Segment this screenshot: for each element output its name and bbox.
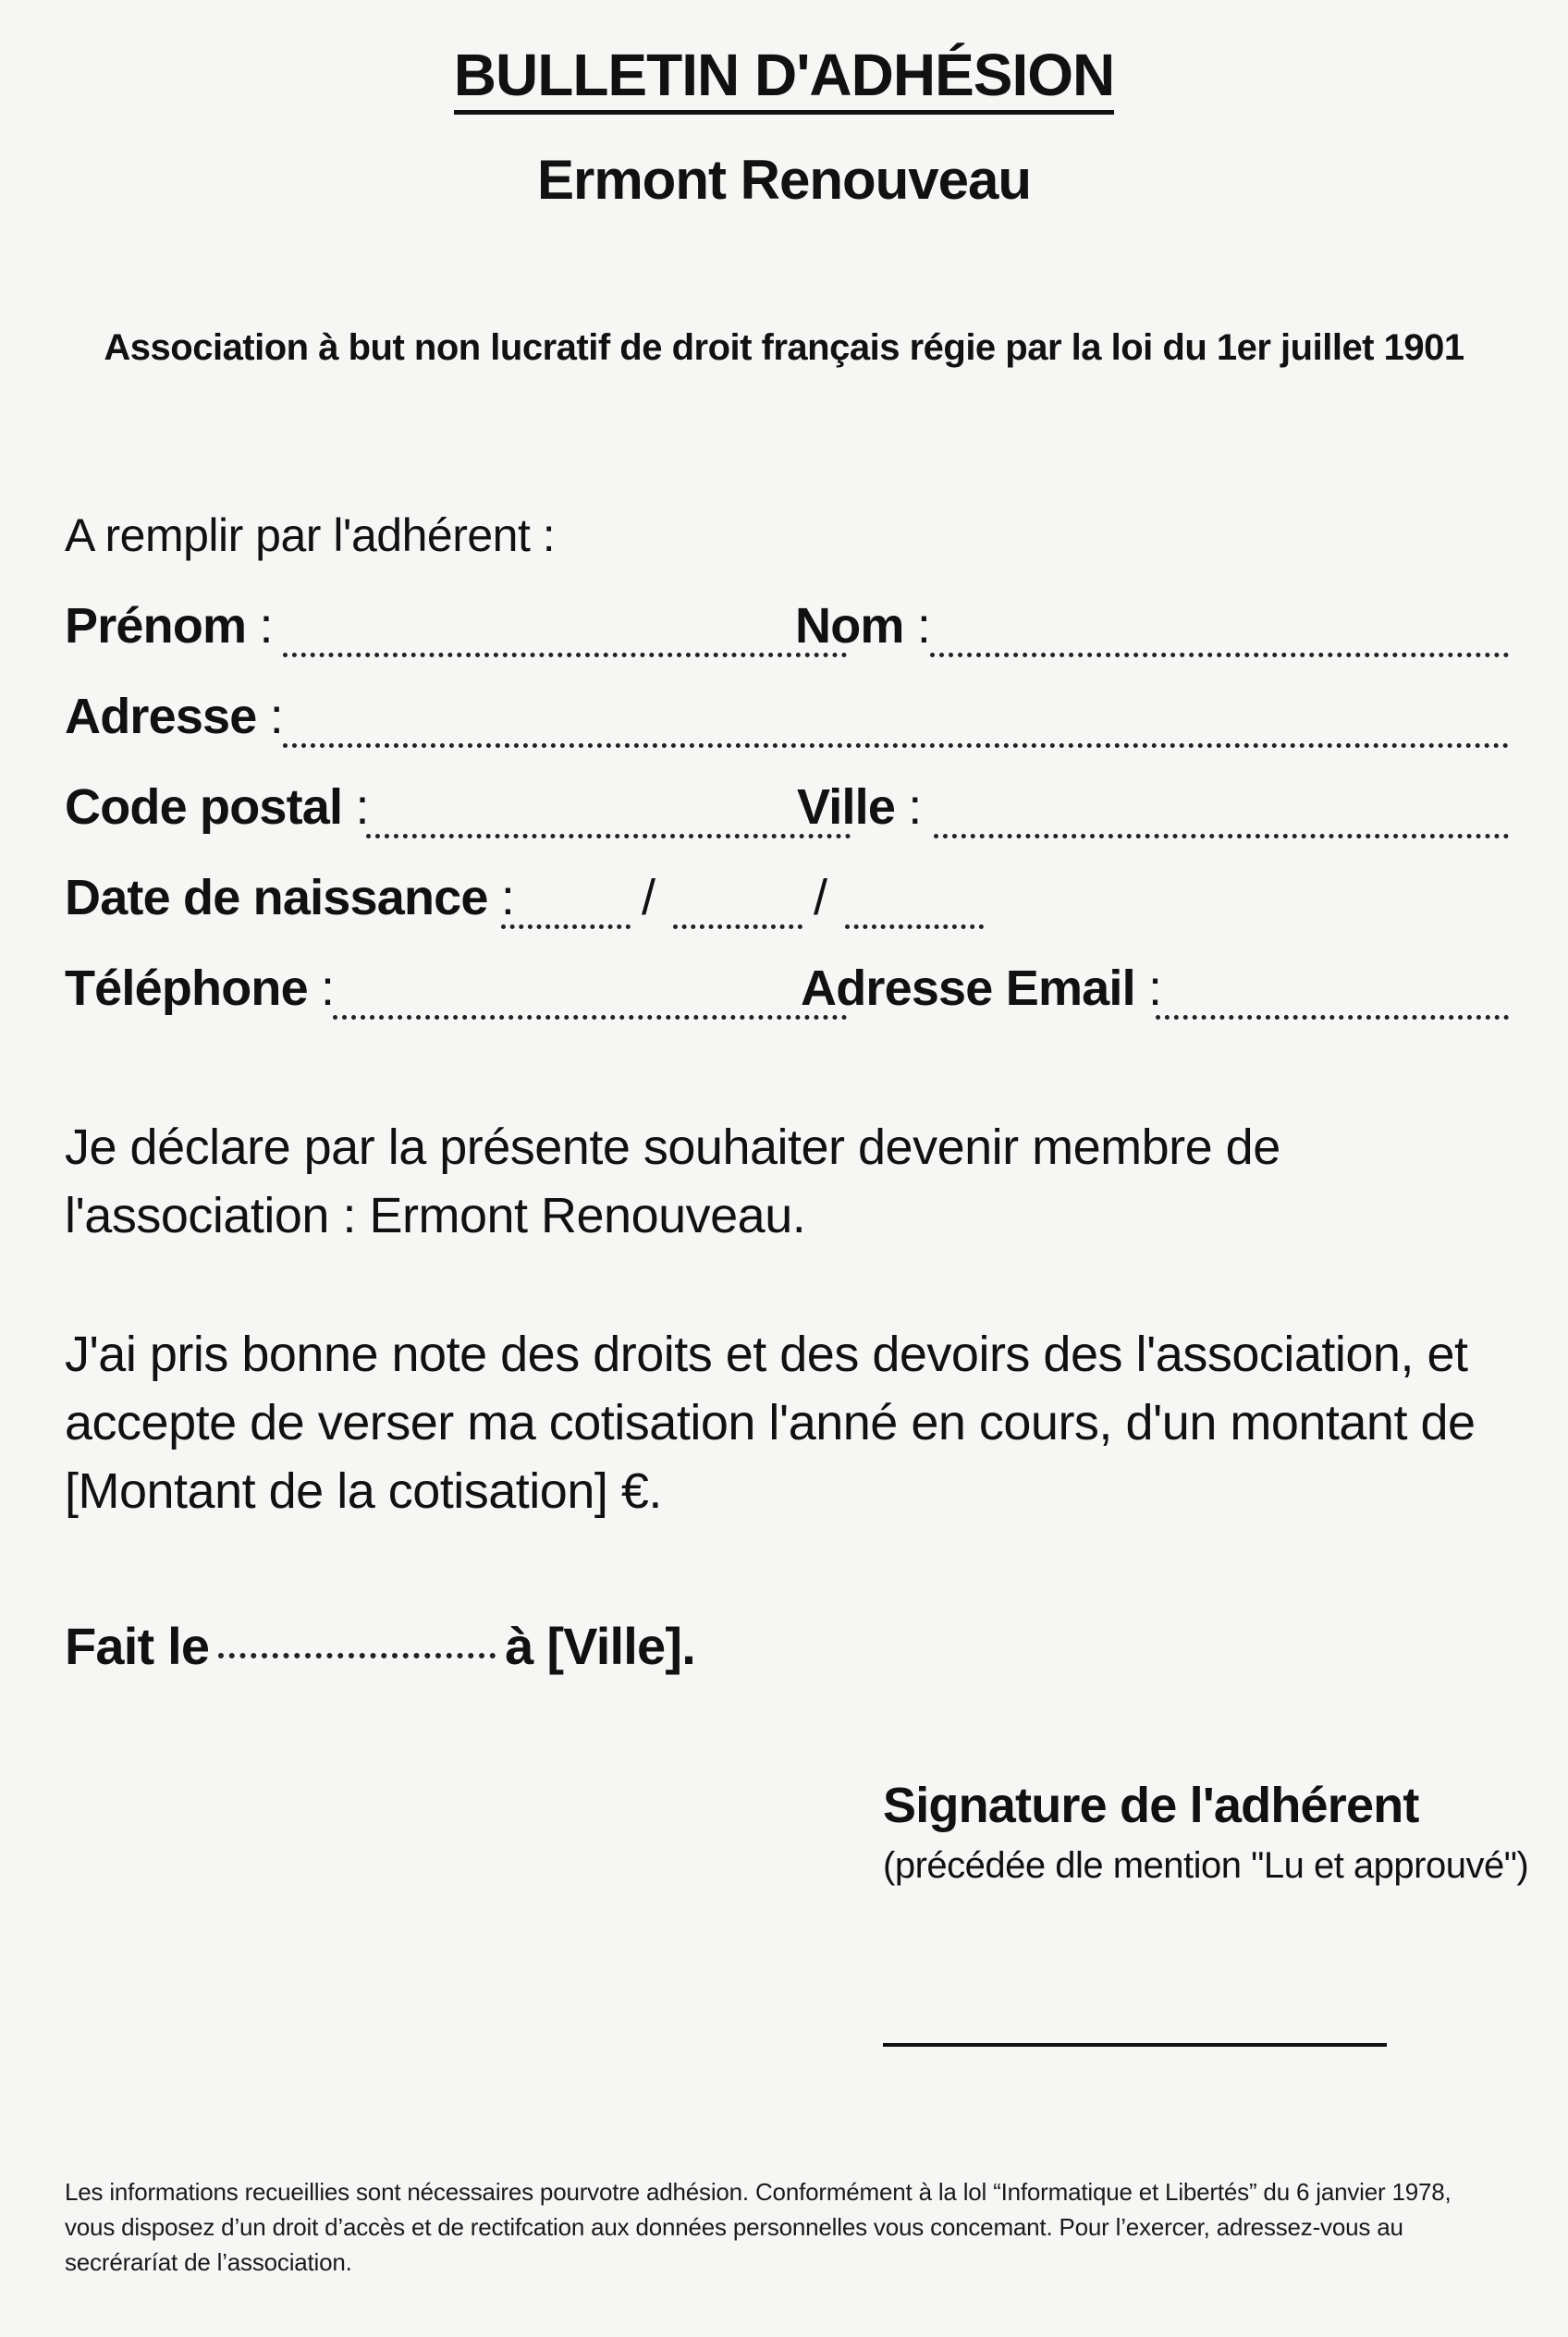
- document-title: [0, 41, 1568, 109]
- prenom-field[interactable]: [283, 653, 847, 657]
- date-separator: /: [642, 870, 655, 925]
- declaration-paragraph-2: J'ai pris bonne note des droits et des devoirs des l'association, et accepte de verser ma cotisation l'anné en cours, d'un montant de [Montant de la cotisation] €.: [65, 1327, 1476, 1519]
- date-separator: /: [814, 870, 827, 925]
- nom-field[interactable]: [930, 653, 1509, 657]
- organization-name: Ermont Renouveau: [536, 149, 1032, 211]
- signature-note: (précédée dle mention "Lu et approuvé"): [883, 1845, 1529, 1886]
- row-telephone-email: [65, 960, 1509, 1024]
- row-date-naissance: [65, 869, 1509, 934]
- label-email: Adresse Email :: [801, 960, 1162, 1016]
- email-field[interactable]: [1156, 1015, 1509, 1020]
- label-prenom: Prénom :: [65, 598, 273, 654]
- place-date-line: [65, 1616, 695, 1676]
- signature-line[interactable]: [883, 2043, 1387, 2047]
- label-ville: Ville :: [797, 779, 922, 835]
- legal-status: Association à but non lucratif de droit français régie par la loi du 1er juillet 1901: [104, 327, 1464, 368]
- ville-field[interactable]: [934, 834, 1509, 838]
- declaration-paragraph-1: Je déclare par la présente souhaiter devenir membre de l'association : Ermont Renouveau.: [65, 1120, 1280, 1243]
- date-field[interactable]: [218, 1653, 496, 1658]
- row-prenom-nom: [65, 597, 1509, 662]
- birth-month-field[interactable]: [673, 924, 802, 929]
- code-postal-field[interactable]: [366, 834, 851, 838]
- label-nom: Nom :: [795, 598, 931, 654]
- birth-day-field[interactable]: [501, 924, 631, 929]
- form-intro: A remplir par l'adhérent :: [65, 509, 556, 561]
- signature-title: Signature de l'adhérent: [883, 1778, 1419, 1833]
- label-adresse: Adresse :: [65, 689, 283, 744]
- label-code-postal: Code postal :: [65, 779, 369, 835]
- place-date-suffix: à [Ville].: [505, 1617, 695, 1675]
- document-title-text: BULLETIN D'ADHÉSION: [454, 42, 1114, 115]
- label-date-naissance: Date de naissance :: [65, 870, 515, 925]
- row-adresse: [65, 688, 1509, 752]
- place-date-prefix: Fait le: [65, 1617, 210, 1675]
- row-code-postal-ville: [65, 778, 1509, 843]
- label-telephone: Téléphone :: [65, 960, 335, 1016]
- birth-year-field[interactable]: [845, 924, 984, 929]
- adresse-field[interactable]: [283, 743, 1509, 748]
- telephone-field[interactable]: [333, 1015, 847, 1020]
- privacy-footer: Les informations recueillies sont nécessaires pourvotre adhésion. Conformément à la lol “Informatique et Libertés” du 6 janvier 1978, vous disposez d’un droit d’accès et de rectifcation aux données personnelles vous concemant. Pour l’exercer, adressez-vous au secréraríat de l’association.: [65, 2178, 1452, 2276]
